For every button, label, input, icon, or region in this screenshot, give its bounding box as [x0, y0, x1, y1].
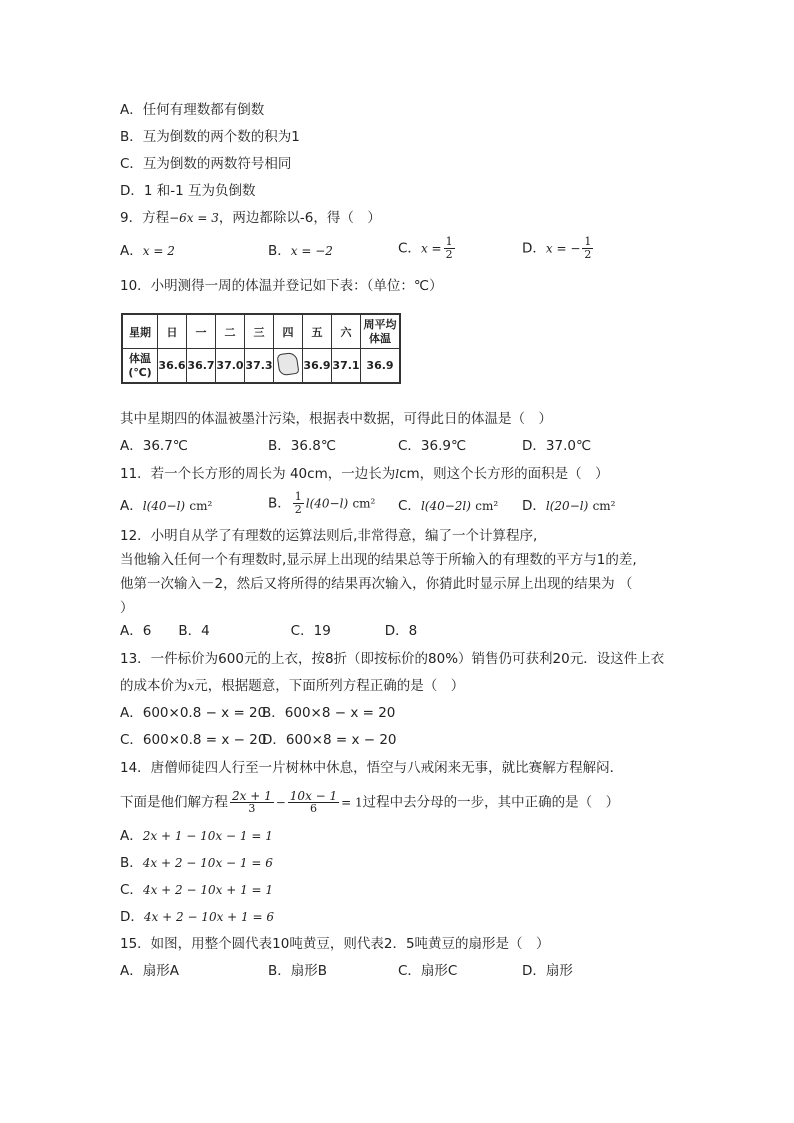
- table-cell: 36.6: [158, 349, 187, 384]
- q15-option-a: A．扇形A: [120, 963, 179, 979]
- table-cell-stained: [274, 349, 303, 384]
- q8-option-c: C．互为倒数的两数符号相同: [120, 156, 292, 172]
- table-cell: 36.9: [361, 349, 401, 384]
- q9-c-fraction: $\frac{1}{2}$: [445, 235, 453, 261]
- q11-b-fraction: $\frac{1}{2}$: [294, 490, 302, 516]
- q11-option-b: B． $\frac{1}{2}$ l(40−l) cm²: [268, 490, 376, 516]
- q14-fraction-2: $\frac{10x - 1}{6}$: [289, 789, 338, 815]
- table-header-cell: 一: [187, 314, 216, 349]
- q9-stem: 9．方程−6x = 3，两边都除以-6，得（ ）: [120, 210, 381, 226]
- table-row-label: 体温(℃): [122, 349, 158, 384]
- q12-line-2: 当他输入任何一个有理数时,显示屏上出现的结果总等于所输入的有理数的平方与1的差,: [120, 552, 637, 568]
- q15-option-b: B．扇形B: [268, 963, 328, 979]
- q10-option-d: D．37.0℃: [522, 438, 592, 454]
- q9-option-c: C．x = $\frac{1}{2}$: [398, 235, 453, 261]
- q10-option-a: A．36.7℃: [120, 438, 188, 454]
- table-header-cell: 日: [158, 314, 187, 349]
- table-header-cell: 五: [303, 314, 332, 349]
- q10-option-c: C．36.9℃: [398, 438, 467, 454]
- q15-option-c: C．扇形C: [398, 963, 458, 979]
- table-cell: 37.1: [332, 349, 361, 384]
- q14-option-d: D．4x + 2 − 10x + 1 = 6: [120, 909, 274, 925]
- table-header-row: [122, 314, 400, 349]
- table-header-cell: 三: [245, 314, 274, 349]
- q11-option-d: D．l(20−l) cm²: [522, 498, 616, 514]
- table-cell: 37.0: [216, 349, 245, 384]
- table-header-cell: 四: [274, 314, 303, 349]
- q13-option-a: A．600×0.8 − x = 20: [120, 705, 267, 721]
- q10-option-b: B．36.8℃: [268, 438, 336, 454]
- q10-stem: 10．小明测得一周的体温并登记如下表：（单位：℃）: [120, 278, 443, 294]
- q14-line-2: 下面是他们解方程 $\frac{2x + 1}{3}$ − $\frac{10x - 1}{6}$ = 1过程中去分母的一步，其中正确的是（ ）: [120, 789, 620, 815]
- q13-option-b: B．600×8 − x = 20: [262, 705, 396, 721]
- q13-line-2: 的成本价为x元，根据题意，下面所列方程正确的是（ ）: [120, 678, 465, 694]
- q8-option-b: B．互为倒数的两个数的积为1: [120, 129, 300, 145]
- q11-option-a: A．l(40−l) cm²: [120, 498, 213, 514]
- q9-equation: −6x = 3: [169, 211, 219, 225]
- q13-option-c: C．600×0.8 = x − 20: [120, 732, 267, 748]
- ink-stain-icon: [277, 352, 300, 377]
- table-header-cell: 二: [216, 314, 245, 349]
- table-cell: 36.7: [187, 349, 216, 384]
- q8-option-a: A．任何有理数都有倒数: [120, 102, 265, 118]
- q12-line-1: 12．小明自从学了有理数的运算法则后,非常得意，编了一个计算程序,: [120, 528, 538, 544]
- table-row: [122, 349, 400, 384]
- q15-option-d: D．扇形: [522, 963, 573, 979]
- q12-line-3: 他第一次输入－2，然后又将所得的结果再次输入，你猜此时显示屏上出现的结果为 （: [120, 576, 633, 592]
- q9-option-a: A．x = 2: [120, 243, 175, 259]
- q14-option-b: B．4x + 2 − 10x − 1 = 6: [120, 855, 273, 871]
- table-header-cell: 星期: [122, 314, 158, 349]
- table-cell: 37.3: [245, 349, 274, 384]
- q12-options: A．6 B．4 C．19 D．8: [120, 623, 418, 639]
- q14-line-1: 14．唐僧师徒四人行至一片树林中休息，悟空与八戒闲来无事，就比赛解方程解闷．: [120, 760, 624, 776]
- table-header-cell: 周平均体温: [361, 314, 401, 349]
- q9-option-d: D．x = − $\frac{1}{2}$: [522, 235, 592, 261]
- q14-option-a: A．2x + 1 − 10x − 1 = 1: [120, 828, 273, 844]
- q14-option-c: C．4x + 2 − 10x + 1 = 1: [120, 882, 274, 898]
- q11-stem: 11．若一个长方形的周长为 40cm，一边长为lcm，则这个长方形的面积是（ ）: [120, 466, 609, 482]
- table-cell: 36.9: [303, 349, 332, 384]
- temperature-table: [121, 313, 401, 384]
- q14-fraction-1: $\frac{2x + 1}{3}$: [232, 789, 272, 815]
- q11-option-c: C．l(40−2l) cm²: [398, 498, 499, 514]
- q9-option-b: B．x = −2: [268, 243, 333, 259]
- q15-stem: 15．如图，用整个圆代表10吨黄豆，则代表2．5吨黄豆的扇形是（ ）: [120, 936, 550, 952]
- q12-line-4: ）: [120, 600, 134, 616]
- q10-question: 其中星期四的体温被墨汁污染，根据表中数据，可得此日的体温是（ ）: [120, 411, 552, 427]
- table-header-cell: 六: [332, 314, 361, 349]
- q8-option-d: D．1 和-1 互为负倒数: [120, 183, 256, 199]
- q13-line-1: 13．一件标价为600元的上衣，按8折（即按标价的80%）销售仍可获利20元．设这件上衣: [120, 651, 665, 667]
- q9-d-fraction: $\frac{1}{2}$: [584, 235, 592, 261]
- q13-option-d: D．600×8 = x − 20: [262, 732, 397, 748]
